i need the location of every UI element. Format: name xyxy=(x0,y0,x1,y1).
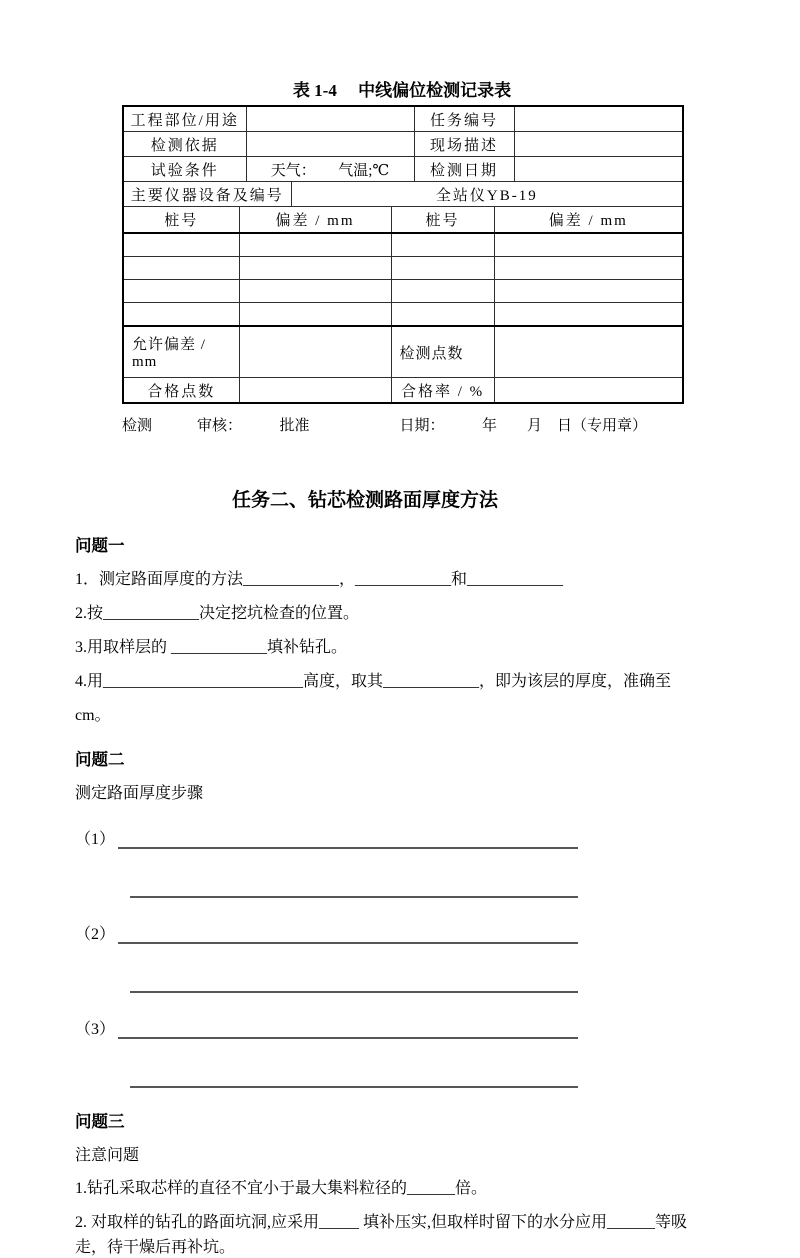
stake-cell[interactable] xyxy=(123,280,239,303)
task-number-label: 任务编号 xyxy=(414,106,514,132)
answer-blank-line[interactable] xyxy=(118,1017,578,1039)
stake-number-header: 桩号 xyxy=(391,207,494,234)
qualified-points-value-cell[interactable] xyxy=(239,378,391,404)
stake-cell[interactable] xyxy=(123,233,239,257)
answer-item-label: （3） xyxy=(75,1021,116,1038)
answer-item xyxy=(75,922,725,993)
inspection-date-label: 检测日期 xyxy=(414,157,514,182)
stake-cell[interactable] xyxy=(391,303,494,327)
deviation-cell[interactable] xyxy=(494,280,683,303)
deviation-cell[interactable] xyxy=(239,257,391,280)
task-title: 任务二、钻芯检测路面厚度方法 xyxy=(231,490,498,511)
deviation-cell[interactable] xyxy=(494,303,683,327)
table-row xyxy=(123,182,683,207)
stake-cell[interactable] xyxy=(391,257,494,280)
answer-blank-line[interactable] xyxy=(130,1066,578,1088)
grid-data-row xyxy=(123,303,683,327)
answer-blank-line[interactable] xyxy=(118,827,578,849)
answer-blank-line[interactable] xyxy=(130,971,578,993)
stake-cell[interactable] xyxy=(123,257,239,280)
answer-item-label: （1） xyxy=(75,831,116,848)
stake-cell[interactable] xyxy=(123,303,239,327)
summary-row xyxy=(123,326,683,378)
task-number-value-cell[interactable] xyxy=(514,106,683,132)
answer-item xyxy=(75,1017,725,1088)
q1-line-1: 1．测定路面厚度的方法____________，____________和____________ xyxy=(75,571,564,588)
deviation-cell[interactable] xyxy=(239,233,391,257)
answer-blank-line[interactable] xyxy=(118,922,578,944)
q1-line-5: cm。 xyxy=(75,707,111,724)
site-description-value-cell[interactable] xyxy=(514,132,683,157)
question-one-heading: 问题一 xyxy=(75,536,125,555)
deviation-cell[interactable] xyxy=(494,257,683,280)
deviation-cell[interactable] xyxy=(494,233,683,257)
question-three-heading: 问题三 xyxy=(75,1112,125,1131)
task-section xyxy=(0,485,800,1258)
qualified-points-label: 合格点数 xyxy=(123,378,239,404)
inspection-basis-label: 检测依据 xyxy=(123,132,246,157)
document-page xyxy=(0,76,800,1256)
stake-cell[interactable] xyxy=(391,233,494,257)
deviation-header: 偏差 / mm xyxy=(239,207,391,234)
equipment-value-cell: 全站仪YB-19 xyxy=(291,182,683,207)
q1-line-2: 2.按____________决定挖坑检查的位置。 xyxy=(75,605,360,622)
pass-rate-label: 合格率 / % xyxy=(391,378,494,404)
answer-blank-line[interactable] xyxy=(130,876,578,898)
q1-line-3: 3.用取样层的 ____________填补钻孔。 xyxy=(75,639,348,656)
test-conditions-label: 试验条件 xyxy=(123,157,246,182)
q2-intro: 测定路面厚度步骤 xyxy=(75,785,204,802)
stake-cell[interactable] xyxy=(391,280,494,303)
site-description-label: 现场描述 xyxy=(414,132,514,157)
table-row xyxy=(123,106,683,132)
points-count-label: 检测点数 xyxy=(391,326,494,378)
inspection-date-value-cell[interactable] xyxy=(514,157,683,182)
signature-line: 检测 审核： 批准 日期： 年 月 日（专用章） xyxy=(122,418,648,434)
table-row xyxy=(123,132,683,157)
table-caption: 表 1-4 中线偏位检测记录表 xyxy=(292,81,512,100)
stake-number-header: 桩号 xyxy=(123,207,239,234)
grid-header-row xyxy=(123,207,683,234)
grid-data-row xyxy=(123,257,683,280)
summary-row xyxy=(123,378,683,404)
center-line-deviation-record-table xyxy=(122,105,684,404)
allowed-deviation-value-cell[interactable] xyxy=(239,326,391,378)
project-part-label: 工程部位/用途 xyxy=(123,106,246,132)
grid-data-row xyxy=(123,233,683,257)
question-two-heading: 问题二 xyxy=(75,750,125,769)
deviation-header: 偏差 / mm xyxy=(494,207,683,234)
answer-item-label: （2） xyxy=(75,926,116,943)
pass-rate-value-cell[interactable] xyxy=(494,378,683,404)
q3-line-1: 1.钻孔采取芯样的直径不宜小于最大集料粒径的______倍。 xyxy=(75,1180,488,1197)
allowed-deviation-label: 允许偏差 / mm xyxy=(123,326,239,378)
grid-data-row xyxy=(123,280,683,303)
q3-intro: 注意问题 xyxy=(75,1147,140,1164)
inspection-basis-value-cell[interactable] xyxy=(246,132,414,157)
weather-temperature-cell[interactable]: 天气： 气温;℃ xyxy=(246,157,414,182)
deviation-cell[interactable] xyxy=(239,303,391,327)
q1-line-4: 4.用_________________________高度，取其____________，即为该层的厚度，准确至 xyxy=(75,673,672,690)
project-part-value-cell[interactable] xyxy=(246,106,414,132)
answer-item xyxy=(75,827,725,898)
q3-line-3: 走，待干燥后再补坑。 xyxy=(75,1239,236,1256)
q3-line-2: 2. 对取样的钻孔的路面坑洞,应采用_____ 填补压实,但取样时留下的水分应用______等吸 xyxy=(75,1214,688,1231)
points-count-value-cell[interactable] xyxy=(494,326,683,378)
equipment-label: 主要仪器设备及编号 xyxy=(123,182,291,207)
deviation-cell[interactable] xyxy=(239,280,391,303)
table-row xyxy=(123,157,683,182)
